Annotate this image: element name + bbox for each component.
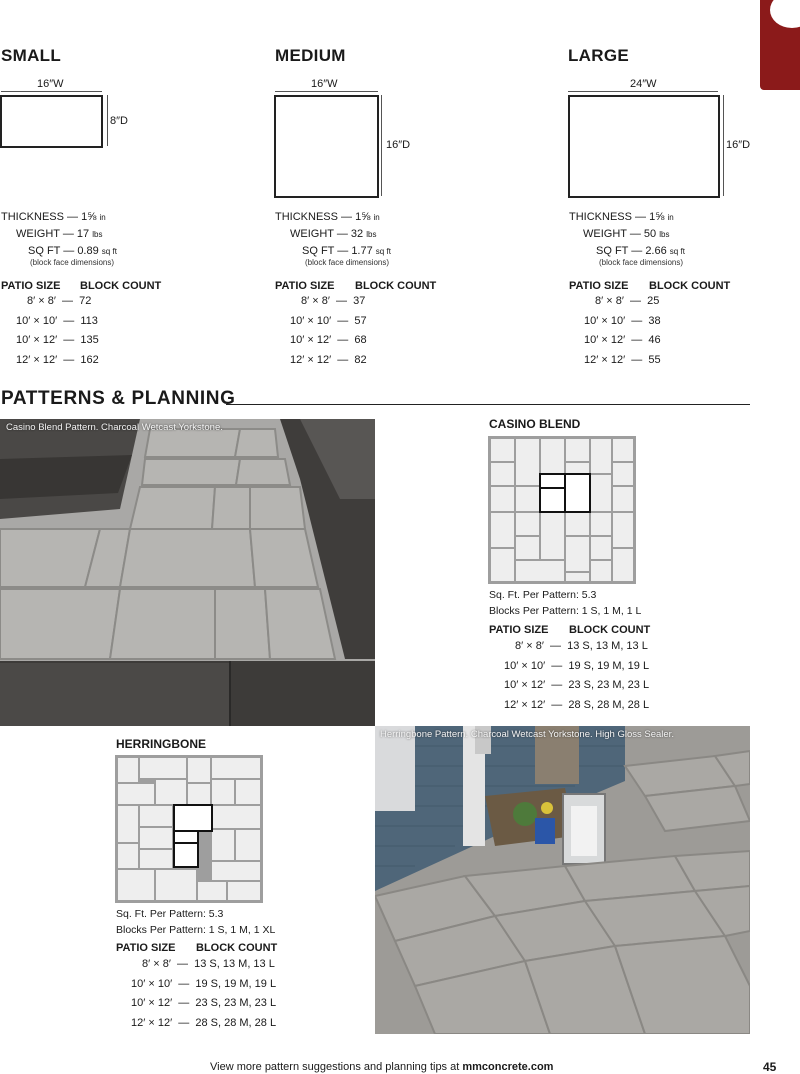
herringbone-pattern-diagram xyxy=(115,755,263,903)
table-row: 10′ × 10′ — 113 xyxy=(16,314,98,327)
herringbone-sqft: Sq. Ft. Per Pattern: 5.3 xyxy=(116,908,224,920)
casino-count-table xyxy=(488,637,728,715)
table-row: 8′ × 8′ — 72 xyxy=(27,295,92,307)
casino-blend-title: CASINO BLEND xyxy=(489,417,581,431)
face-note-large: (block face dimensions) xyxy=(599,258,684,267)
weight-spec-small: WEIGHT — 17 lbs xyxy=(16,228,103,240)
sqft-spec-medium: SQ FT — 1.77 sq ft xyxy=(302,245,391,257)
herringbone-blocks: Blocks Per Pattern: 1 S, 1 M, 1 XL xyxy=(116,924,276,936)
table-row: 10′ × 10′ — 19 S, 19 M, 19 L xyxy=(504,659,650,672)
patio-size-header-medium: PATIO SIZE xyxy=(275,280,335,292)
thickness-spec-large: THICKNESS — 1⅝ in xyxy=(569,211,674,223)
size-title-small: SMALL xyxy=(1,46,62,65)
section-rule xyxy=(226,404,750,405)
casino-patio-size-header: PATIO SIZE xyxy=(489,624,549,636)
herringbone-count-table xyxy=(115,955,355,1033)
table-row: 12′ × 12′ — 82 xyxy=(290,353,367,366)
casino-photo-caption: Casino Blend Pattern. Charcoal Wetcast Yorkstone. xyxy=(6,422,223,433)
width-dimension-line-small xyxy=(1,91,102,92)
herringbone-patio-size-header: PATIO SIZE xyxy=(116,942,176,954)
table-row: 8′ × 8′ — 13 S, 13 M, 13 L xyxy=(142,958,275,970)
casino-grid-illustration xyxy=(488,436,636,584)
face-note-medium: (block face dimensions) xyxy=(305,258,390,267)
herringbone-block-count-header: BLOCK COUNT xyxy=(196,942,278,954)
depth-dimension-line-medium xyxy=(381,95,382,196)
width-dimension-line-large xyxy=(568,91,718,92)
herringbone-photo-caption: Herringbone Pattern. Charcoal Wetcast Yorkstone. High Gloss Sealer. xyxy=(380,729,674,740)
block-count-header-large: BLOCK COUNT xyxy=(649,280,731,292)
block-outline-small xyxy=(0,95,103,148)
block-count-header-medium: BLOCK COUNT xyxy=(355,280,437,292)
width-label-large: 24″W xyxy=(630,78,657,90)
table-row: 12′ × 12′ — 28 S, 28 M, 28 L xyxy=(504,698,650,711)
table-row: 10′ × 10′ — 38 xyxy=(584,314,661,327)
size-title-medium: MEDIUM xyxy=(275,46,346,65)
weight-spec-medium: WEIGHT — 32 lbs xyxy=(290,228,377,240)
herringbone-grid-illustration xyxy=(115,755,263,903)
table-row: 10′ × 12′ — 46 xyxy=(584,334,661,346)
casino-sqft: Sq. Ft. Per Pattern: 5.3 xyxy=(489,589,597,601)
table-row: 10′ × 10′ — 19 S, 19 M, 19 L xyxy=(131,977,277,990)
table-row: 10′ × 12′ — 23 S, 23 M, 23 L xyxy=(131,997,277,1009)
width-dimension-line-medium xyxy=(275,91,378,92)
block-outline-large xyxy=(568,95,720,198)
herringbone-photo xyxy=(375,726,750,1034)
footer-note: View more pattern suggestions and planning tips at mmconcrete.com xyxy=(210,1061,554,1073)
count-table-large xyxy=(568,292,768,370)
width-label-small: 16″W xyxy=(37,78,64,90)
depth-label-medium: 16″D xyxy=(386,139,411,151)
depth-dimension-line-large xyxy=(723,95,724,196)
width-label-medium: 16″W xyxy=(311,78,338,90)
casino-blend-photo xyxy=(0,419,375,726)
casino-blend-pattern-diagram xyxy=(488,436,636,584)
table-row: 8′ × 8′ — 37 xyxy=(301,295,366,307)
patio-size-header-small: PATIO SIZE xyxy=(1,280,61,292)
page-number: 45 xyxy=(763,1060,777,1074)
depth-label-small: 8″D xyxy=(110,115,128,127)
casino-photo-illustration xyxy=(0,419,375,726)
face-note-small: (block face dimensions) xyxy=(30,258,115,267)
table-row: 8′ × 8′ — 25 xyxy=(595,295,660,307)
table-row: 10′ × 12′ — 135 xyxy=(16,334,99,346)
block-count-header-small: BLOCK COUNT xyxy=(80,280,162,292)
casino-block-count-header: BLOCK COUNT xyxy=(569,624,651,636)
table-row: 12′ × 12′ — 28 S, 28 M, 28 L xyxy=(131,1016,277,1029)
table-row: 10′ × 12′ — 23 S, 23 M, 23 L xyxy=(504,679,650,691)
herringbone-title: HERRINGBONE xyxy=(116,737,207,751)
table-row: 12′ × 12′ — 162 xyxy=(16,353,99,366)
thickness-spec-medium: THICKNESS — 1⅝ in xyxy=(275,211,380,223)
table-row: 10′ × 12′ — 68 xyxy=(290,334,367,346)
footer-link[interactable]: mmconcrete.com xyxy=(462,1061,554,1073)
table-row: 8′ × 8′ — 13 S, 13 M, 13 L xyxy=(515,640,648,652)
sqft-spec-small: SQ FT — 0.89 sq ft xyxy=(28,245,117,257)
table-row: 10′ × 10′ — 57 xyxy=(290,314,367,327)
patio-size-header-large: PATIO SIZE xyxy=(569,280,629,292)
block-outline-medium xyxy=(274,95,379,198)
count-table-small xyxy=(0,292,200,370)
size-title-large: LARGE xyxy=(568,46,629,65)
table-row: 12′ × 12′ — 55 xyxy=(584,353,661,366)
thickness-spec-small: THICKNESS — 1⅝ in xyxy=(1,211,106,223)
weight-spec-large: WEIGHT — 50 lbs xyxy=(583,228,670,240)
casino-blocks: Blocks Per Pattern: 1 S, 1 M, 1 L xyxy=(489,605,642,617)
depth-label-large: 16″D xyxy=(726,139,751,151)
depth-dimension-line-small xyxy=(107,95,108,146)
count-table-medium xyxy=(274,292,474,370)
section-title: PATTERNS & PLANNING xyxy=(1,388,236,409)
herringbone-photo-illustration xyxy=(375,726,750,1034)
sqft-spec-large: SQ FT — 2.66 sq ft xyxy=(596,245,685,257)
